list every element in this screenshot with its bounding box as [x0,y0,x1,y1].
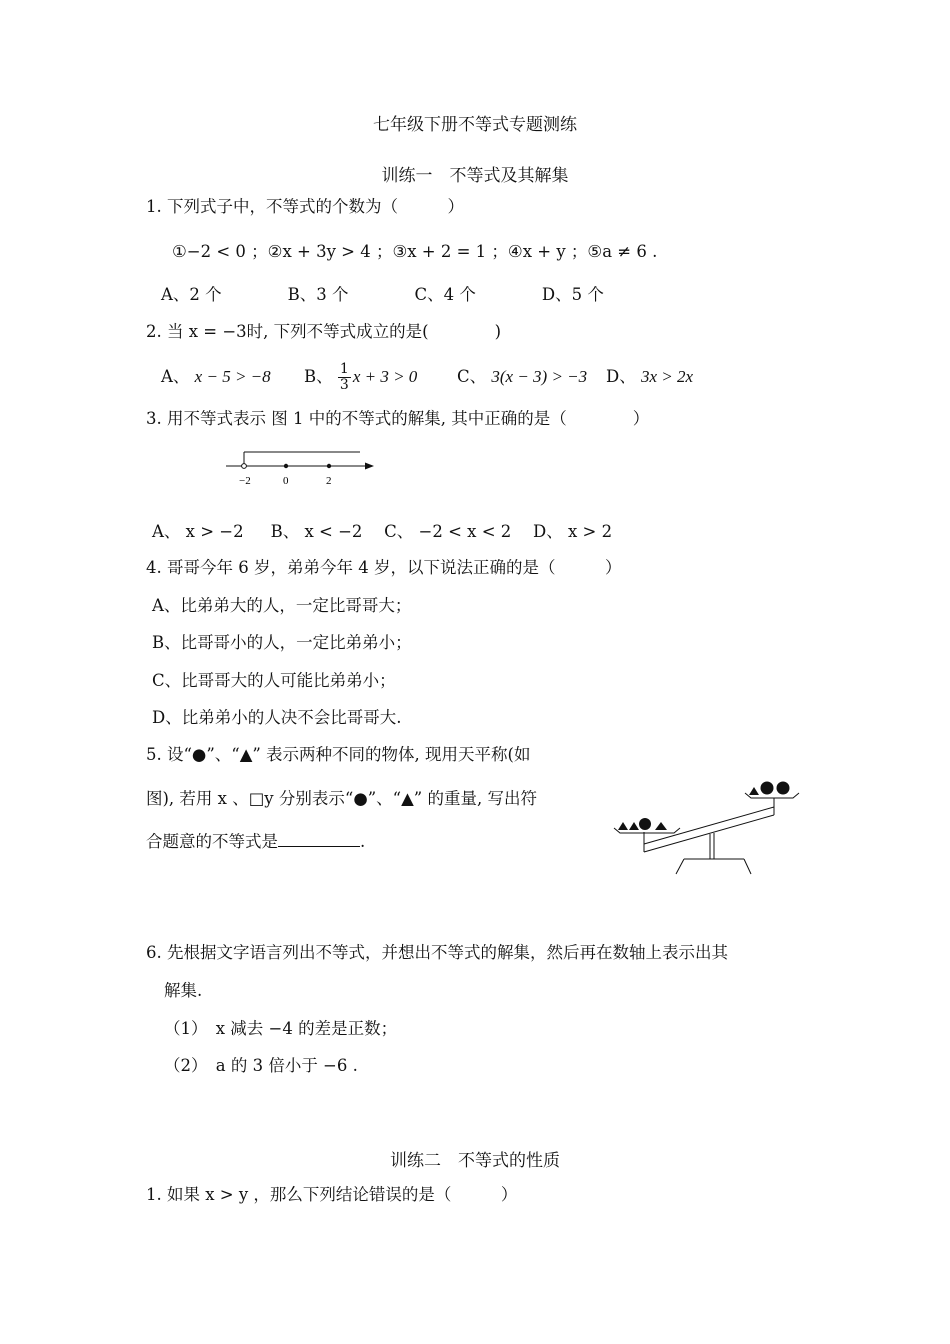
q6-item-1: （1） x 减去 −4 的差是正数； [164,1019,398,1038]
q5-line-3-end: . [360,832,366,851]
axis-label-minus-2: −2 [239,475,251,487]
q2-option-b-label: B、 [304,367,333,386]
triangle-weight-left-1 [618,822,628,830]
q2-option-c [457,366,587,388]
q6-line-2: 解集. [164,981,203,1000]
q5-line-1: 5. 设“●”、“▲” 表示两种不同的物体, 现用天平称(如 [146,745,531,764]
q1-options: A、2 个 B、3 个 C、4 个 D、5 个 [161,285,604,304]
circle-weight-left [639,818,651,830]
number-line-arrow [365,463,374,470]
answer-blank[interactable] [278,832,360,847]
q1-expressions: ①−2 < 0 ；②x + 3y > 4 ；③x + 2 = 1 ；④x + y ；⑤a ≠ 6 . [172,242,658,261]
open-point-minus-2 [242,464,247,469]
triangle-weight-left-3 [655,822,667,830]
q1-stem: 1. 下列式子中，不等式的个数为（ ） [146,197,464,216]
q2-option-d-label: D、 [606,367,636,386]
q6-item-2: （2） a 的 3 倍小于 −6 . [164,1056,358,1075]
page-title: 七年级下册不等式专题测练 [373,115,577,135]
tick-dot-0 [284,464,288,468]
fraction-denominator: 3 [339,377,349,393]
q4-stem: 4. 哥哥今年 6 岁，弟弟今年 4 岁，以下说法正确的是（ ） [146,558,622,577]
number-line-figure [222,445,382,490]
q2-option-c-expr: 3(x − 3) > −3 [491,367,588,386]
triangle-weight-right [749,787,759,795]
q2-option-d [606,366,693,388]
q4-option-c: C、比哥哥大的人可能比弟弟小； [152,671,396,690]
balance-scale-figure [608,772,814,880]
q2-option-d-expr: 3x > 2x [640,367,694,386]
q5-line-3-text: 合题意的不等式是 [146,832,278,851]
q2-option-b-expr: x + 3 > 0 [352,367,418,386]
stand-leg-left [676,859,684,874]
q2-option-a-label: A、 [161,367,190,386]
section2-heading: 训练二 不等式的性质 [390,1151,560,1171]
q6-line-1: 6. 先根据文字语言列出不等式，并想出不等式的解集，然后再在数轴上表示出其 [146,943,728,962]
circle-weight-right-1 [761,782,774,795]
q2-stem: 2. 当 x = −3时, 下列不等式成立的是( ) [146,322,502,341]
section1-heading: 训练一 不等式及其解集 [381,166,569,186]
q5-line-2: 图), 若用 x 、□y 分别表示“●”、“▲” 的重量, 写出符 [146,789,537,808]
triangle-weight-left-2 [629,822,639,830]
q2-option-a-expr: x − 5 > −8 [194,367,271,386]
q3-options: A、 x > −2 B、 x < −2 C、 −2 < x < 2 D、 x > 2 [152,522,613,541]
stand-leg-right [744,859,751,874]
q2-option-a [161,366,271,388]
q2-option-b-fraction [338,362,351,393]
tick-dot-2 [327,464,331,468]
q5-line-3 [146,831,365,853]
q4-option-d: D、比弟弟小的人决不会比哥哥大. [152,708,402,727]
circle-weight-right-2 [777,782,790,795]
q2-option-c-label: C、 [457,367,487,386]
q4-option-b: B、比哥哥小的人，一定比弟弟小； [152,633,412,652]
axis-label-2: 2 [326,475,332,487]
s2-q1-stem: 1. 如果 x > y ，那么下列结论错误的是（ ） [146,1185,518,1204]
fraction-numerator: 1 [339,361,349,377]
axis-label-0: 0 [283,475,289,487]
q4-option-a: A、比弟弟大的人，一定比哥哥大； [152,596,412,615]
q3-stem: 3. 用不等式表示 图 1 中的不等式的解集, 其中正确的是（ ） [146,409,650,428]
q2-option-b [304,354,417,400]
